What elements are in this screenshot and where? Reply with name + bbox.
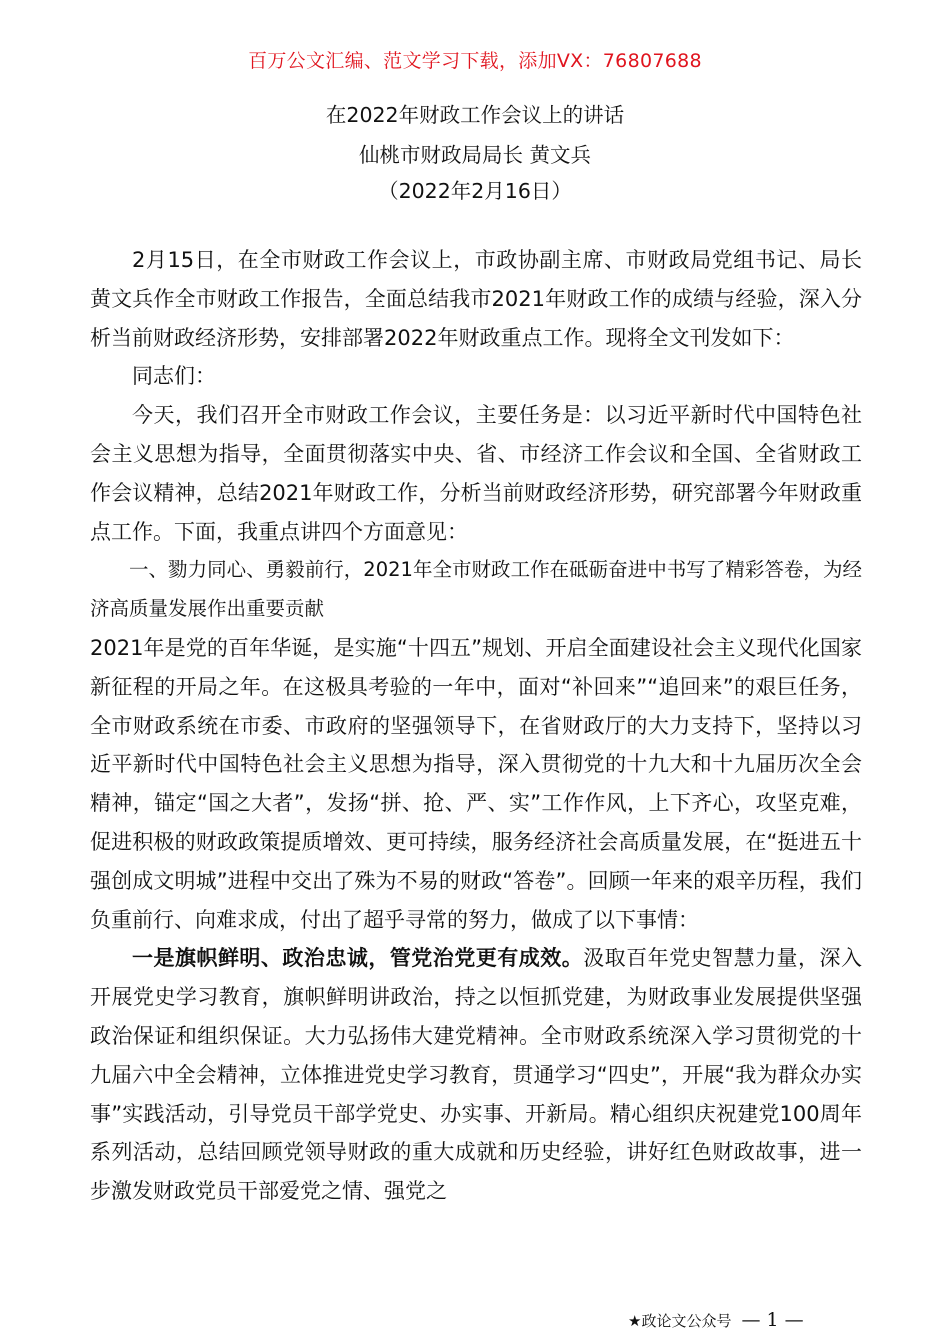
point-one-lead: 一是旗帜鲜明、政治忠诚，管党治党更有成效。 [132, 946, 584, 971]
footer-source: ★政论文公众号 [628, 1311, 732, 1330]
opening-paragraph: 今天，我们召开全市财政工作会议，主要任务是：以习近平新时代中国特色社会主义思想为指导，全面贯彻落实中央、省、市经济工作会议和全国、全省财政工作会议精神，总结2021年财政工作，分析当前财政经济形势，研究部署今年财政重点工作。下面，我重点讲四个方面意见： [90, 403, 862, 544]
speech-title: 在2022年财政工作会议上的讲话 [325, 103, 625, 127]
speaker-line: 仙桃市财政局局长 黄文兵 [358, 143, 592, 167]
page-footer [628, 1309, 804, 1331]
point-one-paragraph [90, 939, 862, 1211]
speech-date: （2022年2月16日） [378, 179, 572, 203]
salutation: 同志们： [132, 364, 216, 389]
body-text [90, 241, 862, 1211]
point-one-text: 汲取百年党史智慧力量，深入开展党史学习教育，旗帜鲜明讲政治，持之以恒抓党建，为财政事业发展提供坚强政治保证和组织保证。大力弘扬伟大建党精神。全市财政系统深入学习贯彻党的十九届六中全会精神，立体推进党史学习教育，贯通学习“四史”，开展“我为群众办实事”实践活动，引导党员干部学党史、办实事、开新局。精心组织庆祝建党100周年系列活动，总结回顾党领导财政的重大成就和历史经验，讲好红色财政故事，进一步激发财政党员干部爱党之情、强党之 [90, 946, 863, 1204]
review-paragraph: 2021年是党的百年华诞，是实施“十四五”规划、开启全面建设社会主义现代化国家新征程的开局之年。在这极具考验的一年中，面对“补回来”“追回来”的艰巨任务，全市财政系统在市委、市政府的坚强领导下，在省财政厅的大力支持下，坚持以习近平新时代中国特色社会主义思想为指导，深入贯彻党的十九大和十九届历次全会精神，锚定“国之大者”，发扬“拼、抢、严、实”工作作风，上下齐心，攻坚克难，促进积极的财政政策提质增效、更可持续，服务经济社会高质量发展，在“挺进五十强创成文明城”进程中交出了殊为不易的财政“答卷”。回顾一年来的艰辛历程，我们负重前行、向难求成，付出了超乎寻常的努力，做成了以下事情： [90, 635, 862, 932]
page-number: — 1 — [741, 1309, 804, 1331]
ad-banner: 百万公文汇编、范文学习下载，添加VX：76807688 [248, 50, 702, 72]
section-heading-1: 一、勠力同心、勇毅前行，2021年全市财政工作在砥砺奋进中书写了精彩答卷，为经济高质量发展作出重要贡献 [90, 558, 862, 621]
intro-paragraph: 2月15日，在全市财政工作会议上，市政协副主席、市财政局党组书记、局长黄文兵作全市财政工作报告，全面总结我市2021年财政工作的成绩与经验，深入分析当前财政经济形势，安排部署2022年财政重点工作。现将全文刊发如下： [90, 248, 862, 350]
